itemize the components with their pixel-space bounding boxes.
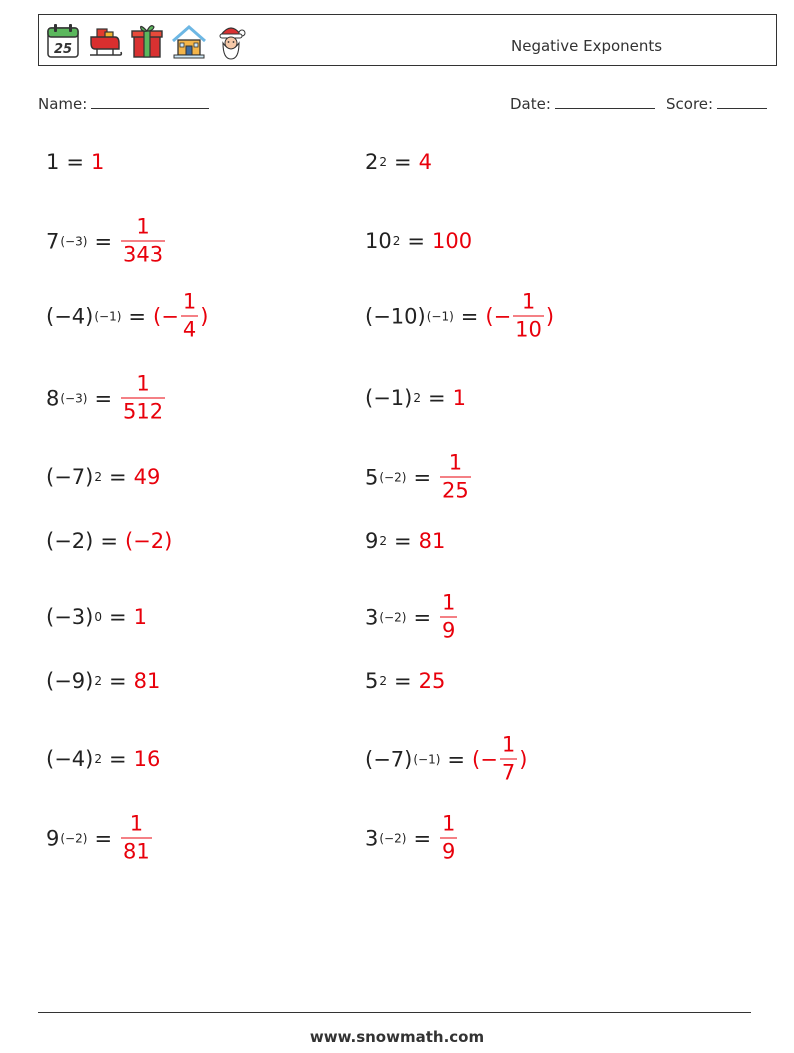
- problem-item: [46, 465, 160, 489]
- problem-answer: [134, 747, 161, 771]
- score-label: Score:: [666, 95, 714, 113]
- problem-exponent: (−1): [413, 752, 441, 766]
- answer-prefix: (−: [472, 747, 498, 771]
- problem-base: 1: [46, 150, 60, 174]
- problem-answer: [119, 371, 167, 424]
- problem-exponent: (−1): [94, 309, 122, 323]
- equals-sign: =: [128, 304, 147, 328]
- problem-item: [365, 386, 466, 410]
- problem-exponent: (−2): [60, 831, 88, 845]
- answer-value: (−2): [124, 529, 173, 553]
- problem-exponent: 2: [379, 155, 388, 169]
- answer-value: 100: [431, 229, 473, 253]
- problem-exponent: 0: [94, 610, 102, 624]
- score-field[interactable]: [666, 94, 767, 113]
- answer-numerator: 1: [448, 450, 463, 475]
- problem-answer: [119, 214, 167, 267]
- problem-answer: [472, 732, 528, 785]
- problem-base: 8: [46, 386, 60, 410]
- answer-value: 1: [90, 150, 105, 174]
- answer-fraction: [121, 214, 165, 267]
- problem-base: 9: [365, 529, 379, 553]
- gift-box-icon: [129, 21, 165, 61]
- answer-value: 25: [418, 669, 446, 693]
- problem-item: [365, 289, 555, 342]
- problem-item: [365, 811, 459, 864]
- answer-denominator: 9: [442, 839, 456, 864]
- equals-sign: =: [394, 150, 412, 174]
- problem-answer: [432, 229, 472, 253]
- equals-sign: =: [108, 669, 127, 693]
- problem-answer: [485, 289, 555, 342]
- answer-value: 1: [452, 386, 466, 410]
- answer-fraction: [440, 811, 457, 864]
- problem-answer: [438, 450, 473, 503]
- problem-answer: [438, 811, 459, 864]
- problem-base: 7: [46, 229, 60, 253]
- problem-exponent: 2: [94, 752, 102, 766]
- snowy-house-icon: [171, 21, 207, 61]
- problem-answer: [438, 590, 459, 643]
- answer-value: 49: [133, 465, 161, 489]
- problem-base: (−4): [46, 747, 94, 771]
- answer-denominator: 81: [123, 839, 150, 864]
- problem-base: (−9): [46, 669, 94, 693]
- answer-suffix: ): [519, 747, 528, 771]
- answer-numerator: 1: [136, 214, 150, 239]
- sleigh-icon: [87, 21, 123, 61]
- santa-icon: [213, 21, 249, 61]
- answer-numerator: 1: [521, 289, 536, 314]
- date-blank[interactable]: [555, 94, 655, 109]
- problem-exponent: (−1): [426, 309, 454, 323]
- problem-item: [365, 150, 432, 174]
- problem-item: [365, 669, 445, 693]
- problem-base: (−10): [365, 304, 426, 328]
- answer-numerator: 1: [136, 371, 150, 396]
- header-icons: [45, 21, 249, 61]
- answer-value: 1: [133, 605, 147, 629]
- equals-sign: =: [413, 465, 432, 489]
- answer-numerator: 1: [442, 590, 456, 615]
- answer-fraction: [440, 450, 471, 503]
- problem-item: [365, 529, 445, 553]
- equals-sign: =: [413, 826, 432, 850]
- answer-denominator: 9: [442, 618, 456, 643]
- problem-exponent: (−2): [379, 831, 407, 845]
- problem-base: 5: [365, 669, 379, 693]
- problem-exponent: (−2): [379, 470, 407, 484]
- problem-exponent: 2: [413, 391, 421, 405]
- answer-denominator: 7: [501, 760, 516, 785]
- equals-sign: =: [108, 605, 127, 629]
- problem-answer: [125, 529, 172, 553]
- worksheet-header: [38, 14, 777, 66]
- problem-answer: [419, 669, 446, 693]
- answer-value: 4: [418, 150, 432, 174]
- equals-sign: =: [447, 747, 466, 771]
- answer-prefix: (−: [153, 304, 179, 328]
- problem-item: [46, 371, 167, 424]
- answer-suffix: ): [545, 304, 555, 328]
- answer-denominator: 10: [515, 317, 542, 342]
- equals-sign: =: [394, 529, 412, 553]
- equals-sign: =: [94, 386, 113, 410]
- problem-item: [46, 529, 172, 553]
- problem-item: [46, 605, 147, 629]
- answer-fraction: [513, 289, 544, 342]
- equals-sign: =: [100, 529, 118, 553]
- name-field[interactable]: [38, 94, 209, 113]
- problem-item: [46, 150, 104, 174]
- equals-sign: =: [94, 826, 113, 850]
- equals-sign: =: [427, 386, 446, 410]
- problem-base: 3: [365, 826, 379, 850]
- problem-answer: [453, 386, 466, 410]
- answer-denominator: 512: [123, 399, 164, 424]
- equals-sign: =: [108, 747, 127, 771]
- worksheet-title: Negative Exponents: [511, 37, 663, 55]
- answer-numerator: 1: [501, 732, 516, 757]
- problem-base: (−4): [46, 304, 94, 328]
- problem-exponent: 2: [379, 674, 388, 688]
- answer-numerator: 1: [129, 811, 144, 836]
- answer-fraction: [121, 811, 152, 864]
- problem-exponent: (−3): [60, 391, 88, 405]
- problem-base: (−2): [46, 529, 94, 553]
- problem-item: [365, 590, 459, 643]
- problem-base: 5: [365, 465, 379, 489]
- problem-base: 10: [365, 229, 392, 253]
- equals-sign: =: [394, 669, 412, 693]
- problem-exponent: 2: [94, 470, 102, 484]
- answer-fraction: [440, 590, 457, 643]
- answer-denominator: 4: [182, 317, 197, 342]
- footer-divider: [38, 1012, 751, 1013]
- answer-fraction: [500, 732, 517, 785]
- calendar-25-icon: [45, 21, 81, 61]
- name-label: Name:: [38, 95, 88, 113]
- date-label: Date:: [510, 95, 551, 113]
- problem-answer: [134, 605, 147, 629]
- equals-sign: =: [407, 229, 425, 253]
- problem-answer: [419, 529, 446, 553]
- answer-numerator: 1: [442, 811, 456, 836]
- problem-answer: [91, 150, 104, 174]
- problem-item: [46, 214, 167, 267]
- equals-sign: =: [108, 465, 127, 489]
- answer-denominator: 25: [442, 478, 469, 503]
- problem-item: [46, 289, 209, 342]
- problem-base: 2: [365, 150, 379, 174]
- answer-fraction: [121, 371, 165, 424]
- equals-sign: =: [66, 150, 84, 174]
- problem-item: [46, 811, 154, 864]
- problem-base: 3: [365, 605, 379, 629]
- calendar-number: 25: [53, 42, 73, 57]
- date-field[interactable]: [510, 94, 655, 113]
- problem-base: (−7): [46, 465, 94, 489]
- answer-numerator: 1: [182, 289, 197, 314]
- problem-item: [46, 747, 160, 771]
- problem-exponent: (−2): [379, 610, 407, 624]
- problem-exponent: 2: [379, 534, 388, 548]
- problem-item: [365, 229, 472, 253]
- problem-answer: [419, 150, 432, 174]
- problem-base: 9: [46, 826, 60, 850]
- answer-value: 16: [133, 747, 161, 771]
- footer-url: www.snowmath.com: [309, 1028, 485, 1046]
- score-blank[interactable]: [717, 94, 767, 109]
- problem-exponent: (−3): [60, 234, 88, 248]
- equals-sign: =: [460, 304, 479, 328]
- problem-answer: [134, 465, 161, 489]
- problem-answer: [134, 669, 161, 693]
- answer-fraction: [181, 289, 198, 342]
- answer-suffix: ): [200, 304, 209, 328]
- problem-exponent: 2: [392, 234, 401, 248]
- name-blank[interactable]: [91, 94, 209, 109]
- problem-answer: [153, 289, 209, 342]
- problem-item: [46, 669, 160, 693]
- equals-sign: =: [94, 229, 113, 253]
- problem-base: (−3): [46, 605, 94, 629]
- problem-base: (−7): [365, 747, 413, 771]
- problem-exponent: 2: [94, 674, 102, 688]
- equals-sign: =: [413, 605, 432, 629]
- problem-base: (−1): [365, 386, 413, 410]
- problem-item: [365, 450, 473, 503]
- answer-prefix: (−: [485, 304, 512, 328]
- answer-denominator: 343: [123, 242, 164, 267]
- problem-item: [365, 732, 528, 785]
- problem-answer: [119, 811, 154, 864]
- answer-value: 81: [133, 669, 161, 693]
- answer-value: 81: [418, 529, 446, 553]
